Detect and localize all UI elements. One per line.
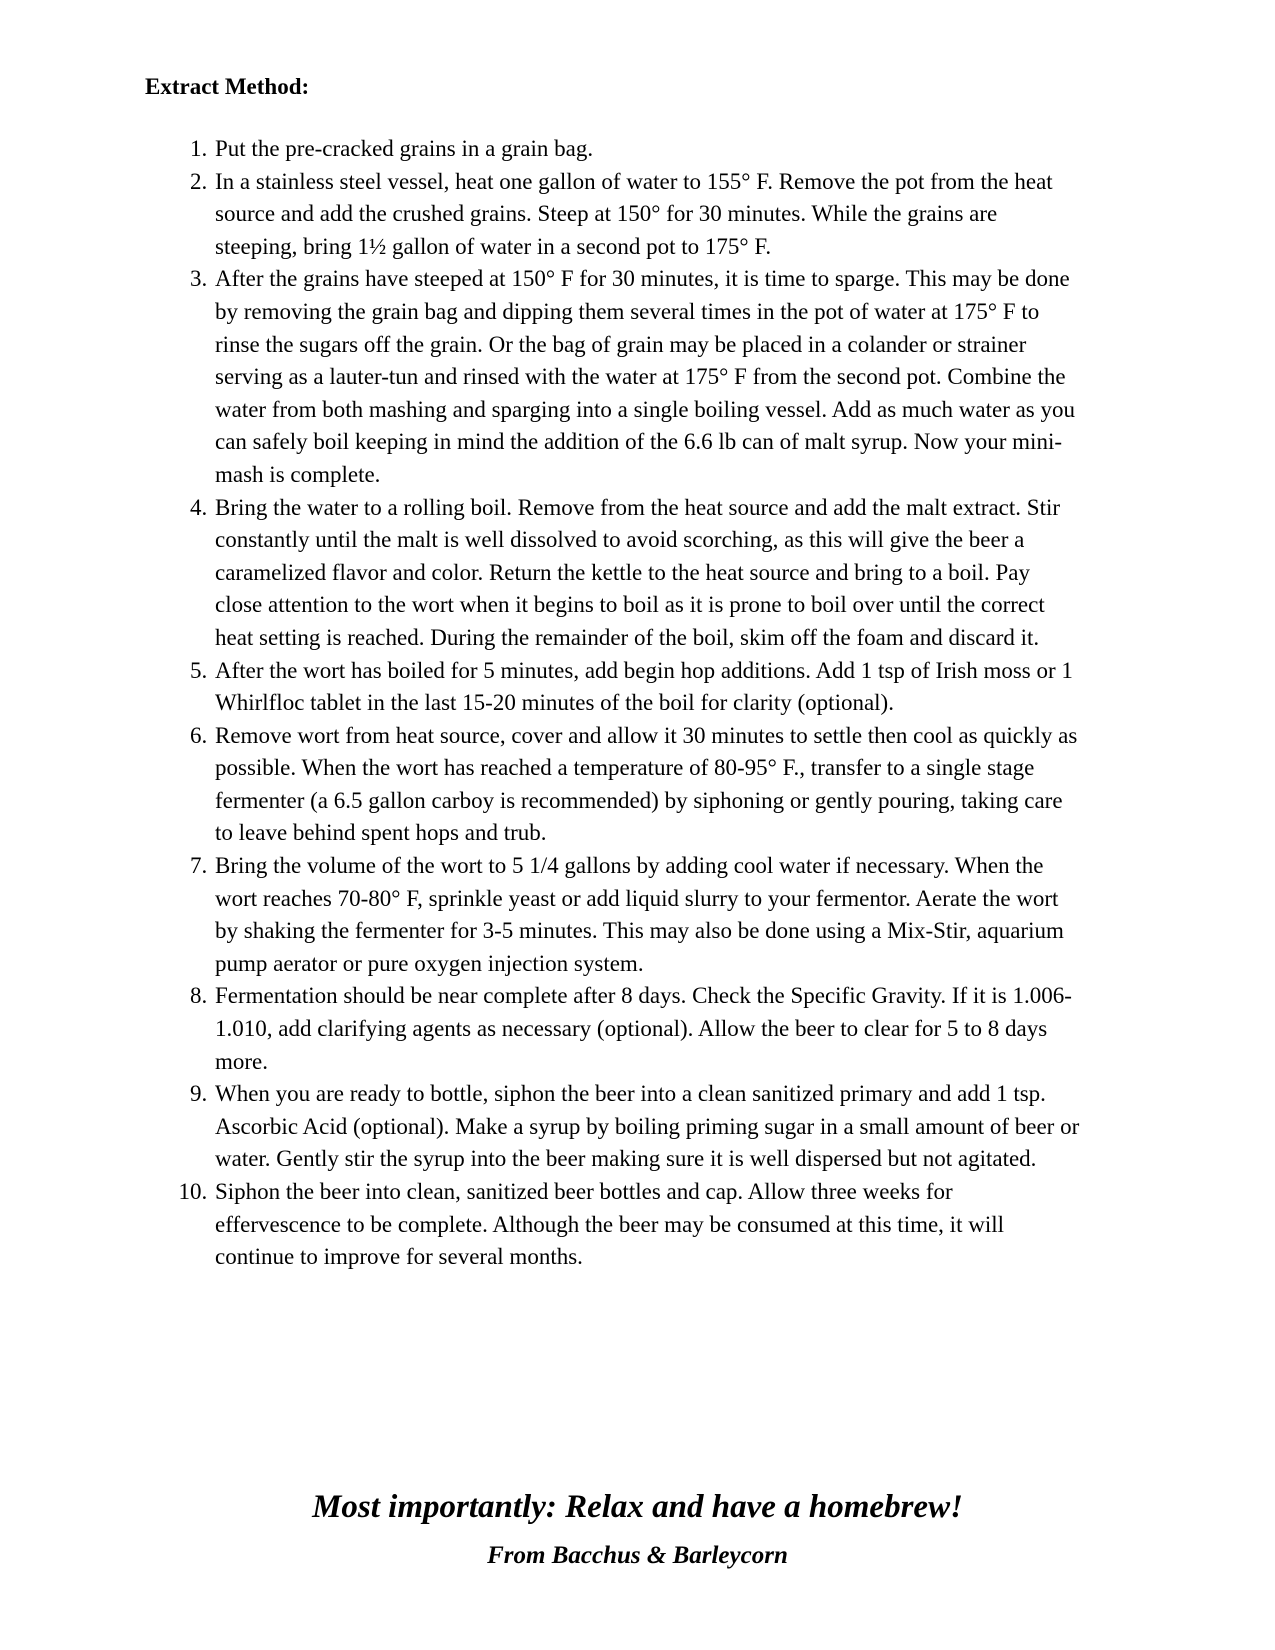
list-item: 10. Siphon the beer into clean, sanitized beer bottles and cap. Allow three weeks for effervescence to be complete. Although the beer may be consumed at this time, it will continue to improve for several months.	[213, 1176, 1080, 1274]
list-item: 4. Bring the water to a rolling boil. Remove from the heat source and add the malt extract. Stir constantly until the malt is well dissolved to avoid scorching, as this will give the beer a caramelized flavor and color. Return the kettle to the heat source and bring to a boil. Pay close attention to the wort when it begins to boil as it is prone to boil over until the correct heat setting is reached. During the remainder of the boil, skim off the foam and discard it.	[213, 492, 1080, 655]
list-item: 6. Remove wort from heat source, cover and allow it 30 minutes to settle then cool as quickly as possible. When the wort has reached a temperature of 80-95° F., transfer to a single stage fermenter (a 6.5 gallon carboy is recommended) by siphoning or gently pouring, taking care to leave behind spent hops and trub.	[213, 720, 1080, 850]
steps-list	[145, 133, 1080, 1274]
list-item: 8. Fermentation should be near complete after 8 days. Check the Specific Gravity. If it is 1.006-1.010, add clarifying agents as necessary (optional). Allow the beer to clear for 5 to 8 days more.	[213, 980, 1080, 1078]
footer	[0, 1486, 1275, 1572]
list-item: 3. After the grains have steeped at 150° F for 30 minutes, it is time to sparge. This may be done by removing the grain bag and dipping them several times in the pot of water at 175° F to rinse the sugars off the grain. Or the bag of grain may be placed in a colander or strainer serving as a lauter-tun and rinsed with the water at 175° F from the second pot. Combine the water from both mashing and sparging into a single boiling vessel. Add as much water as you can safely boil keeping in mind the addition of the 6.6 lb can of malt syrup. Now your mini-mash is complete.	[213, 263, 1080, 491]
list-item: 9. When you are ready to bottle, siphon the beer into a clean sanitized primary and add 1 tsp. Ascorbic Acid (optional). Make a syrup by boiling priming sugar in a small amount of beer or water. Gently stir the syrup into the beer making sure it is well dispersed but not agitated.	[213, 1078, 1080, 1176]
footer-tagline: Most importantly: Relax and have a homebrew!	[312, 1489, 963, 1525]
footer-attribution: From Bacchus & Barleycorn	[487, 1542, 788, 1569]
list-item: 2. In a stainless steel vessel, heat one gallon of water to 155° F. Remove the pot from the heat source and add the crushed grains. Steep at 150° for 30 minutes. While the grains are steeping, bring 1½ gallon of water in a second pot to 175° F.	[213, 166, 1080, 264]
list-item: 7. Bring the volume of the wort to 5 1/4 gallons by adding cool water if necessary. When the wort reaches 70-80° F, sprinkle yeast or add liquid slurry to your fermentor. Aerate the wort by shaking the fermenter for 3-5 minutes. This may also be done using a Mix-Stir, aquarium pump aerator or pure oxygen injection system.	[213, 850, 1080, 980]
section-heading: Extract Method:	[145, 74, 310, 99]
list-item: 1. Put the pre-cracked grains in a grain bag.	[213, 133, 1080, 166]
list-item: 5. After the wort has boiled for 5 minutes, add begin hop additions. Add 1 tsp of Irish moss or 1 Whirlfloc tablet in the last 15-20 minutes of the boil for clarity (optional).	[213, 655, 1080, 720]
